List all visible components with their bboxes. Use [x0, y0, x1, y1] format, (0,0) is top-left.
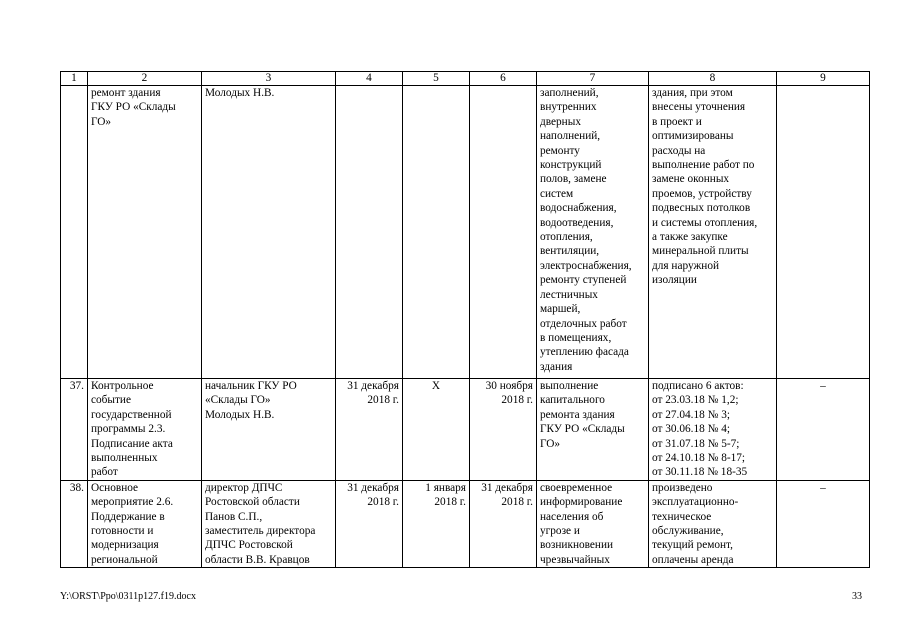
report-table	[60, 71, 870, 568]
row-number-cell: 38.	[61, 480, 88, 567]
column-number: 6	[470, 72, 537, 86]
actual-end-cell	[470, 86, 537, 379]
column-number: 8	[649, 72, 777, 86]
planned-date-cell: 31 декабря 2018 г.	[336, 480, 403, 567]
event-name-cell: Основное мероприятие 2.6. Поддержание в готовности и модернизация региональной	[88, 480, 202, 567]
actual-result-cell: произведено эксплуатационно- техническое обслуживание, текущий ремонт, оплачены аренда	[649, 480, 777, 567]
column-number: 4	[336, 72, 403, 86]
row-number-cell	[61, 86, 88, 379]
planned-result-cell: заполнений, внутренних дверных наполнений, ремонту конструкций полов, замене систем водоснабжения, водоотведения, отопления, вентиляции, электроснабжения, ремонту ступеней лестничных маршей, отделочных работ в помещениях, утеплению фасада здания	[537, 86, 649, 379]
actual-result-cell: здания, при этом внесены уточнения в проект и оптимизированы расходы на выполнение работ по замене оконных проемов, устройству подвесных потолков и системы отопления, а также закупке минеральной плиты для наружной изоляции	[649, 86, 777, 379]
notes-cell	[777, 86, 870, 379]
actual-end-cell: 31 декабря 2018 г.	[470, 480, 537, 567]
column-number: 9	[777, 72, 870, 86]
planned-date-cell: 31 декабря 2018 г.	[336, 379, 403, 481]
table-row	[61, 86, 870, 379]
file-path-footer: Y:\ORST\Ppo\0311p127.f19.docx	[60, 591, 196, 602]
column-number: 2	[88, 72, 202, 86]
responsible-cell: Молодых Н.В.	[202, 86, 336, 379]
event-name-cell: ремонт здания ГКУ РО «Склады ГО»	[88, 86, 202, 379]
column-number: 5	[403, 72, 470, 86]
table-row	[61, 379, 870, 481]
column-number: 7	[537, 72, 649, 86]
row-number-cell: 37.	[61, 379, 88, 481]
responsible-cell: начальник ГКУ РО «Склады ГО» Молодых Н.В.	[202, 379, 336, 481]
notes-cell: –	[777, 379, 870, 481]
notes-cell: –	[777, 480, 870, 567]
responsible-cell: директор ДПЧС Ростовской области Панов С.П., заместитель директора ДПЧС Ростовской области В.В. Кравцов	[202, 480, 336, 567]
planned-date-cell	[336, 86, 403, 379]
actual-end-cell: 30 ноября 2018 г.	[470, 379, 537, 481]
event-name-cell: Контрольное событие государственной программы 2.3. Подписание акта выполненных работ	[88, 379, 202, 481]
actual-start-cell: Х	[403, 379, 470, 481]
page-number: 33	[852, 591, 862, 602]
column-number: 1	[61, 72, 88, 86]
planned-result-cell: своевременное информирование населения об угрозе и возникновении чрезвычайных	[537, 480, 649, 567]
table-row	[61, 480, 870, 567]
column-number: 3	[202, 72, 336, 86]
actual-start-cell: 1 января 2018 г.	[403, 480, 470, 567]
planned-result-cell: выполнение капитального ремонта здания ГКУ РО «Склады ГО»	[537, 379, 649, 481]
actual-start-cell	[403, 86, 470, 379]
column-number-row	[61, 72, 870, 86]
actual-result-cell: подписано 6 актов: от 23.03.18 № 1,2; от 27.04.18 № 3; от 30.06.18 № 4; от 31.07.18 № 5-7; от 24.10.18 № 8-17; от 30.11.18 № 18-35	[649, 379, 777, 481]
